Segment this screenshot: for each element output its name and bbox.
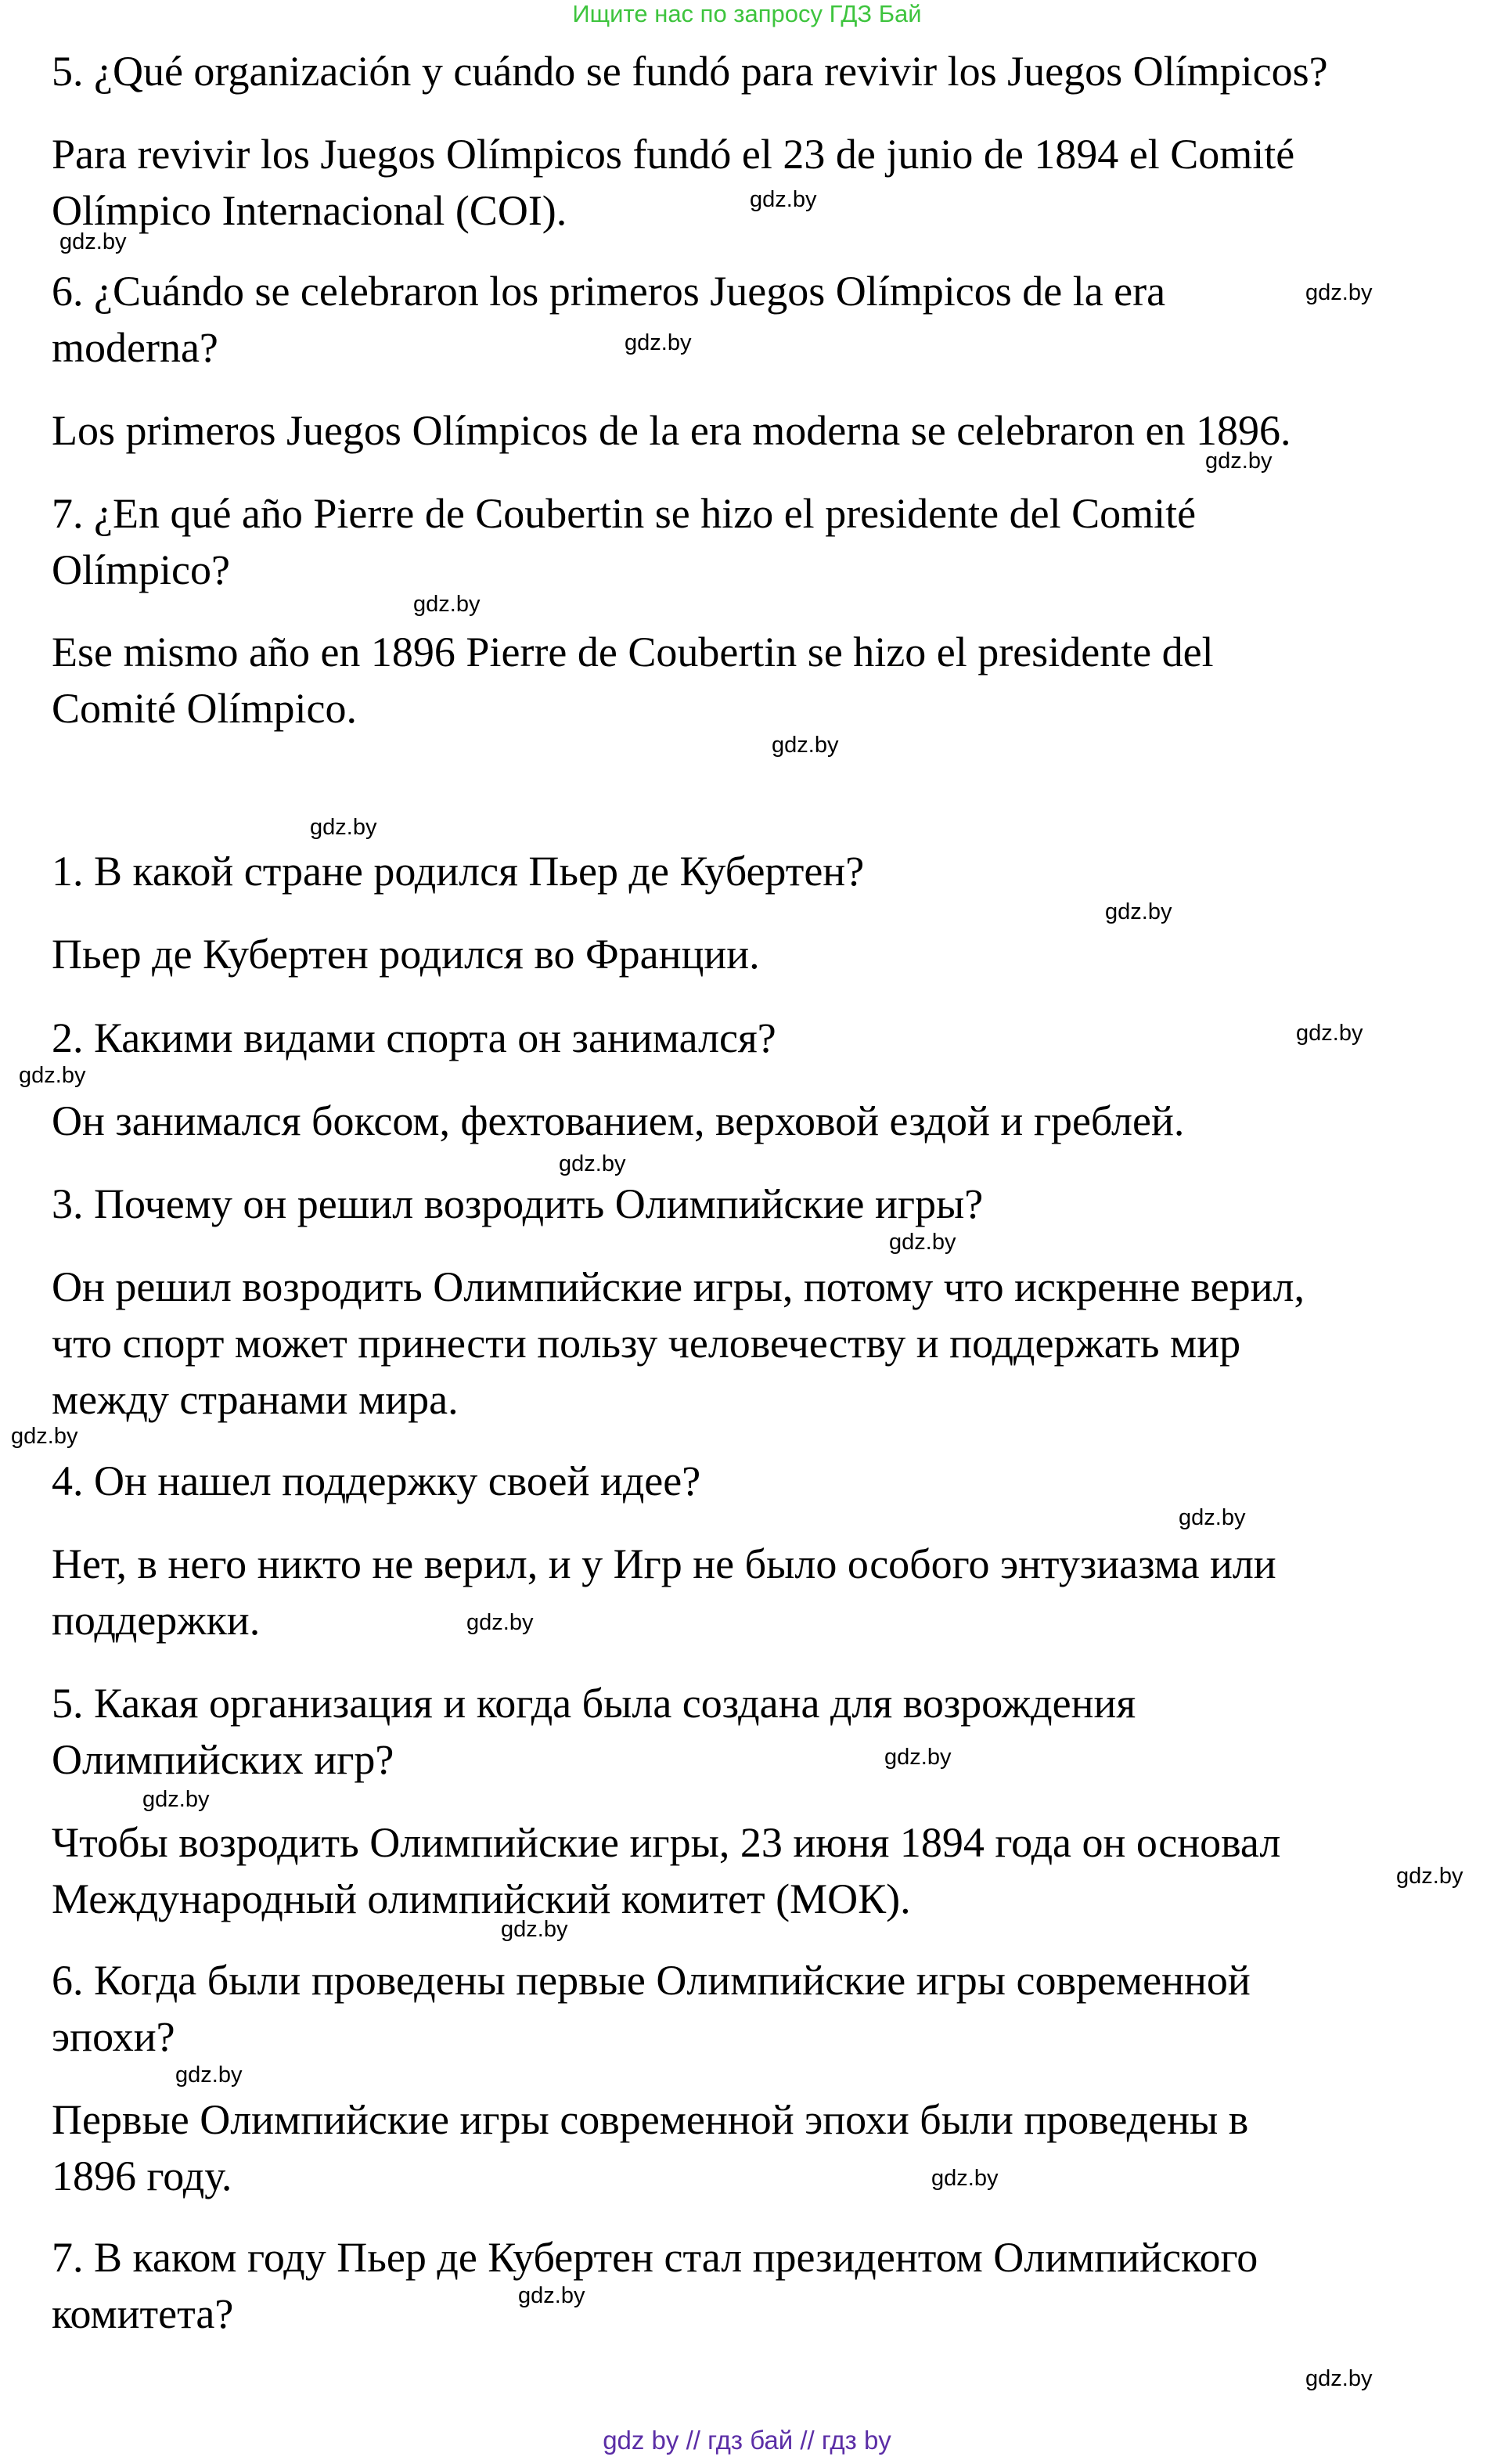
question-text: эпохи? xyxy=(52,2013,175,2060)
question-text: 1. В какой стране родился Пьер де Кубертен? xyxy=(52,848,865,895)
answer-text: Первые Олимпийские игры современной эпохи были проведены в xyxy=(52,2096,1249,2143)
watermark: gdz.by xyxy=(1179,1505,1246,1530)
watermark: gdz.by xyxy=(501,1917,568,1942)
watermark: gdz.by xyxy=(59,229,127,254)
watermark: gdz.by xyxy=(1396,1864,1463,1889)
answer-text: Чтобы возродить Олимпийские игры, 23 июня 1894 года он основал xyxy=(52,1819,1281,1866)
watermark: gdz.by xyxy=(889,1230,956,1255)
watermark: gdz.by xyxy=(931,2166,999,2191)
question-text: 4. Он нашел поддержку своей идее? xyxy=(52,1457,701,1504)
footer-links xyxy=(0,2425,1494,2456)
watermark: gdz.by xyxy=(559,1151,626,1176)
question-text: 5. ¿Qué organización y cuándo se fundó para revivir los Juegos Olímpicos? xyxy=(52,48,1328,95)
watermark: gdz.by xyxy=(19,1063,86,1088)
watermark: gdz.by xyxy=(466,1610,534,1635)
answer-text: Ese mismo año en 1896 Pierre de Coubertin se hizo el presidente del xyxy=(52,629,1214,675)
answer-text: что спорт может принести пользу человечеству и поддержать мир xyxy=(52,1320,1241,1367)
question-text: Олимпийских игр? xyxy=(52,1736,394,1783)
watermark: gdz.by xyxy=(11,1424,78,1449)
watermark: gdz.by xyxy=(175,2062,243,2088)
watermark: gdz.by xyxy=(772,733,839,758)
question-text: комитета? xyxy=(52,2290,234,2337)
watermark: gdz.by xyxy=(625,330,692,355)
answer-text: поддержки. xyxy=(52,1597,261,1644)
watermark: gdz.by xyxy=(413,592,481,617)
footer-link[interactable]: гдз by xyxy=(821,2426,891,2455)
question-text: 3. Почему он решил возродить Олимпийские игры? xyxy=(52,1180,984,1227)
watermark: gdz.by xyxy=(1305,2366,1373,2391)
answer-text: Он решил возродить Олимпийские игры, потому что искренне верил, xyxy=(52,1263,1305,1310)
answer-text: Comité Olímpico. xyxy=(52,685,357,732)
footer-separator: // xyxy=(686,2426,700,2455)
answer-text: Он занимался боксом, фехтованием, верховой ездой и греблей. xyxy=(52,1097,1185,1144)
answer-text: Olímpico Internacional (COI). xyxy=(52,187,567,234)
watermark: gdz.by xyxy=(1105,899,1172,924)
answer-text: Международный олимпийский комитет (МОК). xyxy=(52,1875,911,1922)
question-text: 5. Какая организация и когда была создана для возрождения xyxy=(52,1680,1136,1727)
answer-text: между странами мира. xyxy=(52,1376,459,1423)
top-banner: Ищите нас по запросу ГДЗ Бай xyxy=(572,0,922,27)
watermark: gdz.by xyxy=(750,187,817,212)
question-text: 6. ¿Cuándo se celebraron los primeros Juegos Olímpicos de la era xyxy=(52,268,1166,315)
footer-link[interactable]: gdz by xyxy=(603,2426,679,2455)
watermark: gdz.by xyxy=(310,815,377,840)
answer-text: Пьер де Кубертен родился во Франции. xyxy=(52,931,760,978)
watermark: gdz.by xyxy=(1305,280,1373,305)
watermark: gdz.by xyxy=(142,1787,210,1812)
question-text: 2. Какими видами спорта он занимался? xyxy=(52,1014,776,1061)
question-text: Olímpico? xyxy=(52,546,230,593)
question-text: 6. Когда были проведены первые Олимпийские игры современной xyxy=(52,1957,1251,2004)
answer-text: Los primeros Juegos Olímpicos de la era moderna se celebraron en 1896. xyxy=(52,407,1291,454)
watermark: gdz.by xyxy=(884,1745,952,1770)
answer-text: 1896 году. xyxy=(52,2152,232,2199)
watermark: gdz.by xyxy=(1205,448,1273,474)
footer-separator: // xyxy=(800,2426,815,2455)
question-text: 7. ¿En qué año Pierre de Coubertin se hizo el presidente del Comité xyxy=(52,490,1197,537)
watermark: gdz.by xyxy=(1296,1021,1363,1046)
watermark: gdz.by xyxy=(518,2283,585,2308)
answer-text: Нет, в него никто не верил, и у Игр не было особого энтузиазма или xyxy=(52,1540,1276,1587)
answer-text: Para revivir los Juegos Olímpicos fundó el 23 de junio de 1894 el Comité xyxy=(52,131,1295,178)
question-text: 7. В каком году Пьер де Кубертен стал президентом Олимпийского xyxy=(52,2234,1258,2281)
question-text: moderna? xyxy=(52,324,218,371)
footer-link[interactable]: гдз бай xyxy=(707,2426,794,2455)
